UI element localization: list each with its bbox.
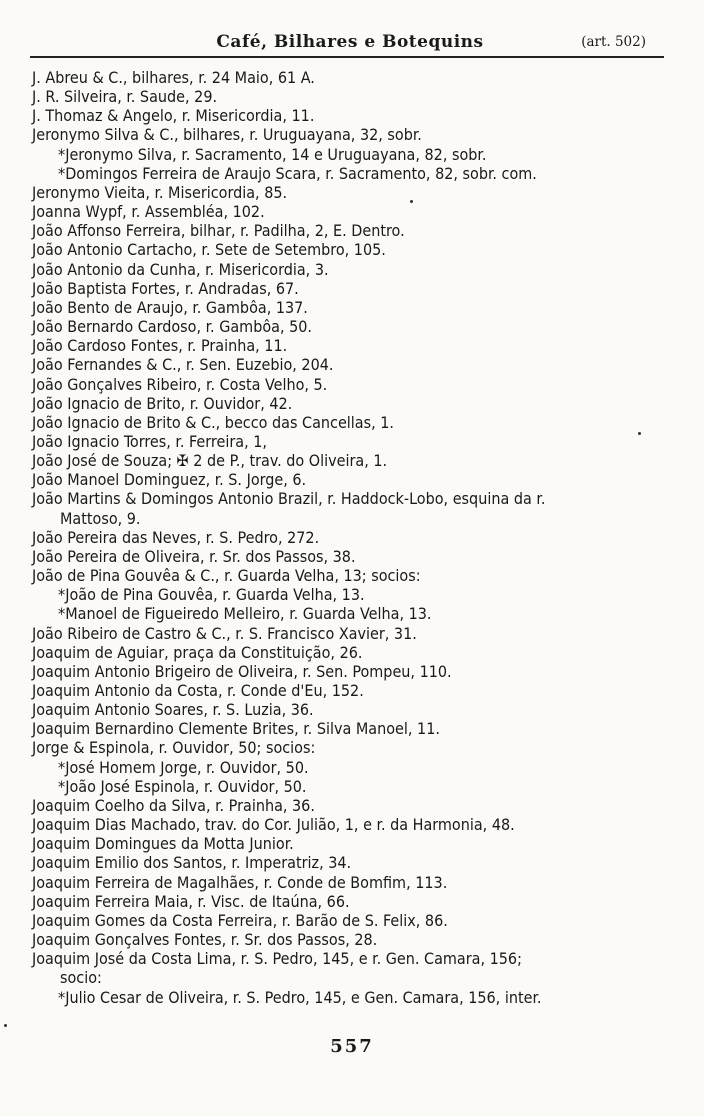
list-item: João Ribeiro de Castro & C., r. S. Francisco Xavier, 31. [32,623,417,643]
list-item: João Antonio da Cunha, r. Misericordia, 3. [32,259,329,279]
list-item: João Gonçalves Ribeiro, r. Costa Velho, 5. [32,374,328,394]
list-item: João Manoel Dominguez, r. S. Jorge, 6. [32,470,307,490]
list-item: Joaquim Emilio dos Santos, r. Imperatriz, 34. [32,853,352,873]
list-item: J. Thomaz & Angelo, r. Misericordia, 11. [32,106,315,126]
list-item: João Affonso Ferreira, bilhar, r. Padilha, 2, E. Dentro. [32,221,405,241]
list-item-partner: *Jeronymo Silva, r. Sacramento, 14 e Uruguayana, 82, sobr. [58,144,487,164]
list-item: João Baptista Fortes, r. Andradas, 67. [32,278,299,298]
list-item: Joanna Wypf, r. Assembléa, 102. [32,202,265,222]
list-item: Jeronymo Vieita, r. Misericordia, 85. [32,182,288,202]
list-item: João de Pina Gouvêa & C., r. Guarda Velha, 13; socios: [32,566,421,586]
list-item: João Pereira de Oliveira, r. Sr. dos Passos, 38. [32,546,356,566]
entry-list [32,68,682,1007]
list-item: Jeronymo Silva & C., bilhares, r. Uruguayana, 32, sobr. [32,125,422,145]
list-item-partner: *João José Espinola, r. Ouvidor, 50. [58,776,307,796]
list-item: João Fernandes & C., r. Sen. Euzebio, 204. [32,355,334,375]
list-item: João Martins & Domingos Antonio Brazil, r. Haddock-Lobo, esquina da r. [32,489,546,509]
list-item: Joaquim Antonio Soares, r. S. Luzia, 36. [32,700,314,720]
article-reference: (art. 502) [581,34,646,50]
list-item-partner: *José Homem Jorge, r. Ouvidor, 50. [58,757,309,777]
list-item: J. Abreu & C., bilhares, r. 24 Maio, 61 A. [32,68,315,87]
list-item: Joaquim Gonçalves Fontes, r. Sr. dos Passos, 28. [32,930,378,950]
list-item: João Bento de Araujo, r. Gambôa, 137. [32,297,308,317]
list-item-continuation: Mattoso, 9. [60,508,141,528]
list-item: João José de Souza; ✠ 2 de P., trav. do Oliveira, 1. [32,451,388,471]
list-item: Joaquim José da Costa Lima, r. S. Pedro, 145, e r. Gen. Camara, 156; [32,949,522,969]
list-item: Joaquim Antonio da Costa, r. Conde d'Eu, 152. [32,681,364,700]
list-item: Joaquim Domingues da Motta Junior. [32,834,294,854]
list-item: João Pereira das Neves, r. S. Pedro, 272. [32,527,320,547]
ink-speck [410,200,413,203]
list-item: J. R. Silveira, r. Saude, 29. [32,87,218,107]
list-item-partner: *Domingos Ferreira de Araujo Scara, r. Sacramento, 82, sobr. com. [58,163,537,183]
list-item-partner: *João de Pina Gouvêa, r. Guarda Velha, 13. [58,585,365,605]
list-item-partner: *Julio Cesar de Oliveira, r. S. Pedro, 145, e Gen. Camara, 156, inter. [58,987,542,1007]
list-item: Joaquim Antonio Brigeiro de Oliveira, r. Sen. Pompeu, 110. [32,661,452,681]
list-item: Jorge & Espinola, r. Ouvidor, 50; socios: [32,738,316,758]
ink-speck [4,1024,7,1027]
list-item: João Cardoso Fontes, r. Prainha, 11. [32,336,288,356]
list-item: Joaquim Ferreira Maia, r. Visc. de Itaúna, 66. [32,891,350,911]
header-rule [30,56,664,58]
list-item-continuation: socio: [60,968,102,988]
ink-speck [638,432,641,435]
list-item: Joaquim Ferreira de Magalhães, r. Conde de Bomfim, 113. [32,872,448,892]
list-item: João Ignacio de Brito & C., becco das Cancellas, 1. [32,412,394,432]
page-number: 557 [330,1036,374,1057]
list-item: Joaquim Dias Machado, trav. do Cor. Julião, 1, e r. da Harmonia, 48. [32,815,515,835]
list-item-partner: *Manoel de Figueiredo Melleiro, r. Guarda Velha, 13. [58,604,432,624]
list-item: Joaquim Bernardino Clemente Brites, r. Silva Manoel, 11. [32,719,440,739]
list-item: João Ignacio de Brito, r. Ouvidor, 42. [32,393,293,413]
running-header [30,32,670,54]
list-item: João Ignacio Torres, r. Ferreira, 1, [32,431,267,451]
list-item: Joaquim Gomes da Costa Ferreira, r. Barão de S. Felix, 86. [32,910,448,930]
list-item: João Antonio Cartacho, r. Sete de Setembro, 105. [32,240,386,260]
list-item: Joaquim Coelho da Silva, r. Prainha, 36. [32,795,315,815]
section-title: Café, Bilhares e Botequins [216,32,484,52]
list-item: Joaquim de Aguiar, praça da Constituição, 26. [32,642,363,662]
list-item: João Bernardo Cardoso, r. Gambôa, 50. [32,317,312,337]
